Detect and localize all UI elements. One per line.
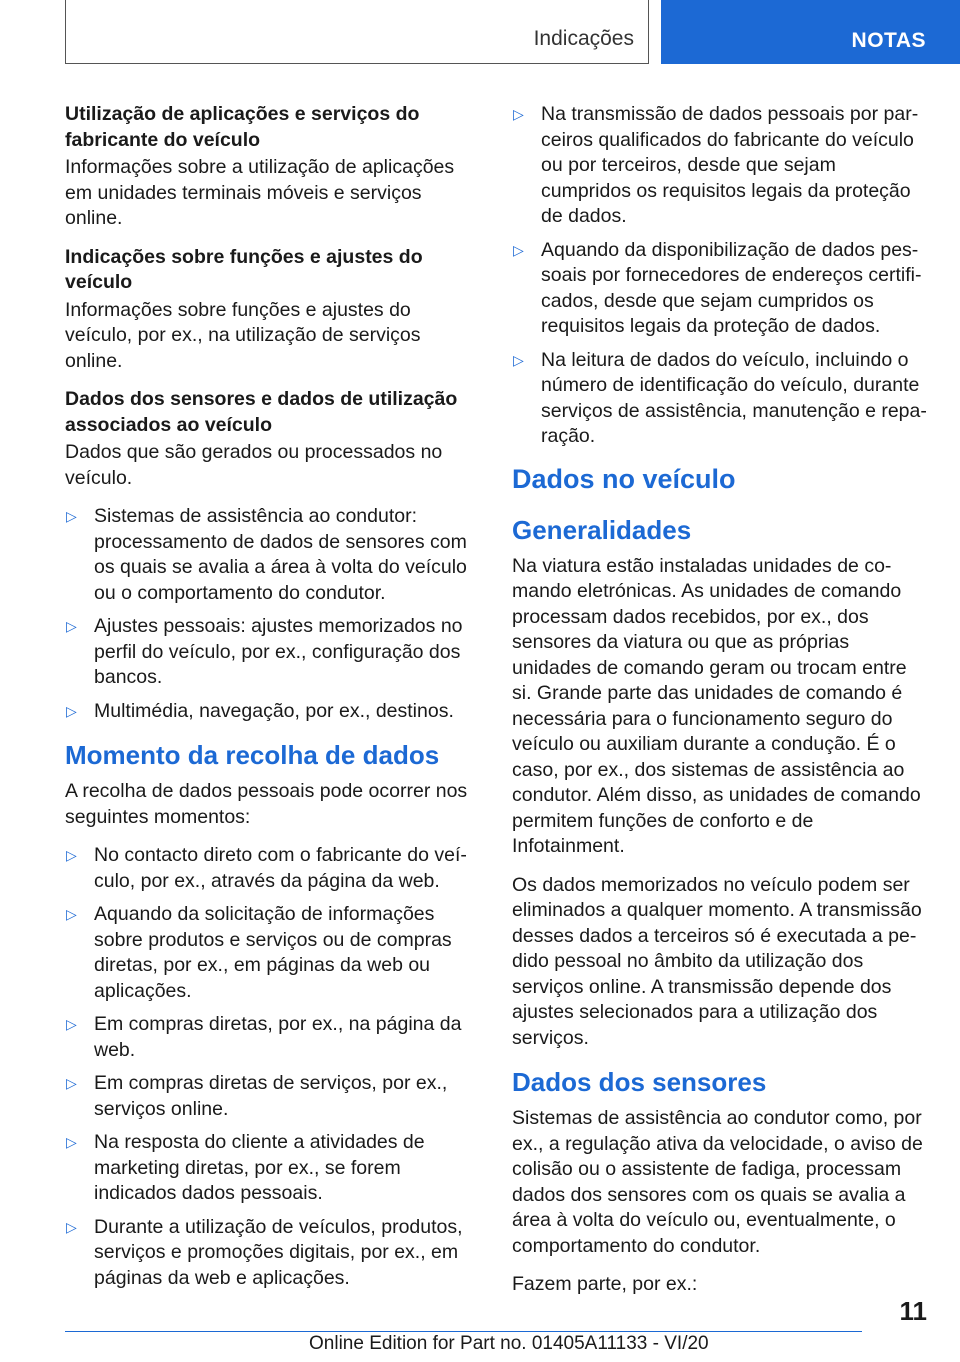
- triangle-right-icon: ▷: [66, 1134, 77, 1150]
- section-heading: Momento da recolha de dados: [65, 740, 440, 770]
- list-item: ▷ Em compras diretas de serviços, por ex., serviços online.: [66, 1072, 448, 1120]
- triangle-right-icon: ▷: [66, 508, 77, 524]
- subheading: Dados dos sensores e dados de utilização associados ao veículo: [65, 388, 458, 436]
- triangle-right-icon: ▷: [66, 618, 77, 634]
- list-item: ▷ Multimédia, navegação, por ex., destinos.: [65, 699, 479, 725]
- paragraph: Na viatura estão instaladas unidades de comando eletrónicas. As unidades de comando processam dados recebidos, por ex., dos sensores da viatura ou que as próprias unidades de comando geram ou trocam entre si. Grande parte das unidades de comando é necessária para o funcionamento seguro do veículo ou auxiliam durante a condução. É o caso, por ex., dos sistemas de assistência ao condutor. Além disso, as unidades de comando permitem funções de conforto e de Infotainment.: [512, 554, 921, 857]
- paragraph: Dados que são gerados ou processados no veículo.: [65, 441, 443, 489]
- list-item: ▷ Aquando da disponibilização de dados pessoais por fornecedores de endereços certificados, desde que sejam cumpridos os requisitos legais da proteção de dados.: [513, 238, 922, 337]
- subheading: Utilização de aplicações e serviços do fabricante do veículo: [65, 103, 420, 151]
- triangle-right-icon: ▷: [66, 1218, 77, 1235]
- list-item: ▷ Na transmissão de dados pessoais por parceiros qualificados do fabricante do veículo ou por terceiros, desde que sejam cumpridos os requisitos legais da proteção de dados.: [513, 103, 919, 227]
- subheading: Indicações sobre funções e ajustes do veículo: [65, 245, 423, 293]
- triangle-right-icon: ▷: [66, 702, 77, 719]
- triangle-right-icon: ▷: [66, 1075, 77, 1091]
- section-heading: Dados dos sensores: [512, 1067, 767, 1097]
- list-item: ▷ Aquando da solicitação de informações sobre produtos e serviços ou de compras diretas, por ex., em páginas da web ou aplicações.: [66, 903, 452, 1002]
- paragraph: A recolha de dados pessoais pode ocorrer nos seguintes momentos:: [65, 780, 468, 828]
- triangle-right-icon: ▷: [513, 351, 524, 368]
- paragraph: Informações sobre funções e ajustes do veículo, por ex., na utilização de serviços online.: [65, 298, 421, 372]
- paragraph: Fazem parte, por ex.:: [512, 1273, 698, 1295]
- section-header-box: [65, 0, 649, 64]
- page-header: [0, 0, 960, 66]
- chapter-tab[interactable]: [661, 0, 960, 64]
- paragraph: Sistemas de assistência ao condutor como, por ex., a regulação ativa da velocidade, o aviso de colisão ou o assistente de fadiga, processam dados dos sensores com os quais se avalia a área à volta do veículo ou, eventualmente, o comportamento do condutor.: [512, 1107, 923, 1257]
- right-column: [512, 102, 928, 1311]
- list-item: ▷ Na leitura de dados do veículo, incluindo o número de identificação do veículo, durante serviços de assistência, manutenção e reparação.: [513, 348, 927, 447]
- list-item: ▷ Na resposta do cliente a atividades de marketing diretas, por ex., se forem indicados dados pessoais.: [66, 1131, 425, 1204]
- page-number: 11: [899, 1296, 927, 1326]
- chapter-tab-label: NOTAS: [851, 29, 926, 52]
- list-item: ▷ Sistemas de assistência ao condutor: processamento de dados de sensores com os quais se avalia a área à volta do veículo ou o comportamento do condutor.: [66, 505, 467, 604]
- list-item: ▷ Ajustes pessoais: ajustes memorizados no perfil do veículo, por ex., configuração dos bancos.: [66, 615, 463, 688]
- left-column: [65, 102, 479, 1304]
- triangle-right-icon: ▷: [66, 1016, 77, 1032]
- list-item: ▷ No contacto direto com o fabricante do veículo, por ex., através da página da web.: [66, 844, 467, 892]
- footer-divider: [65, 1331, 862, 1332]
- bullet-list: [512, 102, 928, 450]
- triangle-right-icon: ▷: [66, 847, 77, 863]
- list-item: ▷ Em compras diretas, por ex., na página da web.: [66, 1013, 462, 1061]
- triangle-right-icon: ▷: [513, 106, 524, 122]
- triangle-right-icon: ▷: [513, 241, 524, 258]
- bullet-list: [65, 843, 479, 1291]
- section-title: Indicações: [533, 27, 634, 50]
- section-heading: Generalidades: [512, 514, 692, 545]
- paragraph: Informações sobre a utilização de aplicações em unidades terminais móveis e serviços online.: [65, 156, 455, 229]
- triangle-right-icon: ▷: [66, 906, 77, 922]
- chapter-heading: Dados no veículo: [512, 463, 736, 494]
- bullet-list: [65, 504, 479, 724]
- paragraph: Os dados memorizados no veículo podem ser eliminados a qualquer momento. A transmissão desses dados a terceiros só é executada a pedido pessoal no âmbito da utilização dos serviços online. A transmissão depende dos ajustes selecionados para a utilização dos serviços.: [512, 873, 922, 1049]
- edition-footer: Online Edition for Part no. 01405A11133 - VI/20: [309, 1333, 709, 1354]
- list-item: ▷ Durante a utilização de veículos, produtos, serviços e promoções digitais, por ex., em páginas da web e aplicações.: [66, 1215, 463, 1289]
